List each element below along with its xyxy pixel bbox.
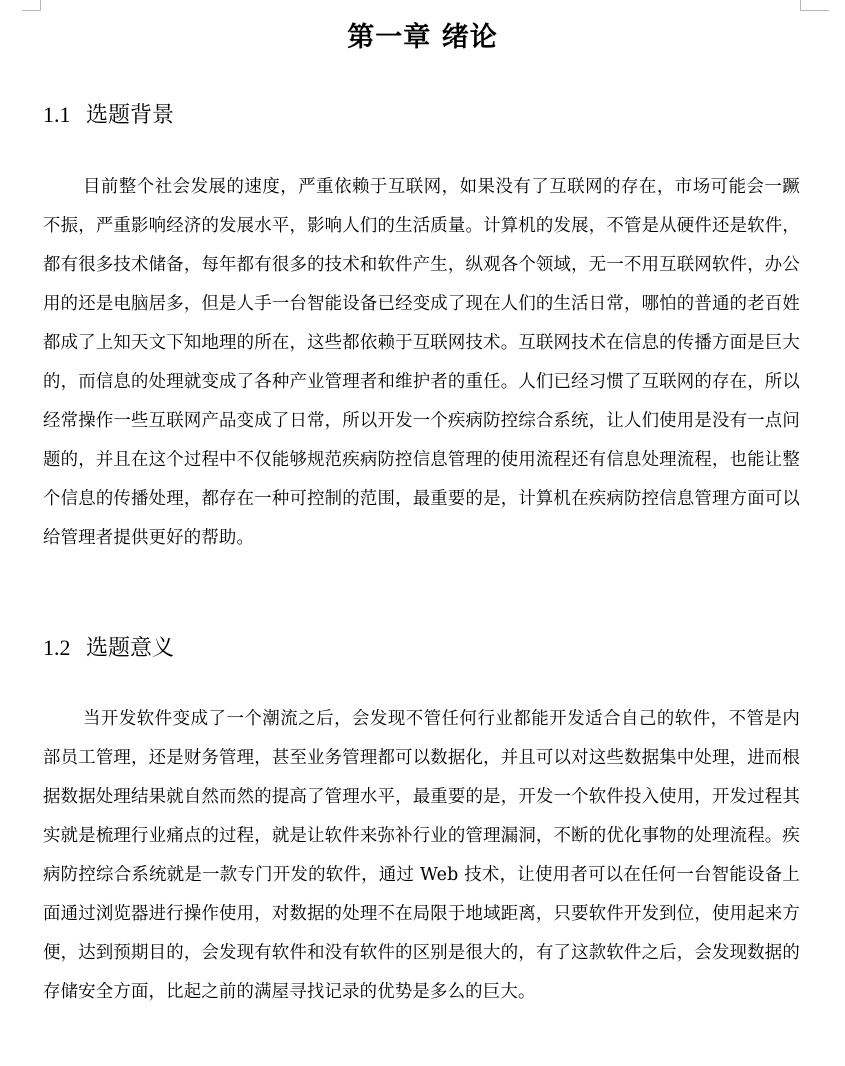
crop-mark-top-right xyxy=(800,0,829,11)
chapter-title: 第一章 绪论 xyxy=(347,22,498,53)
section-number: 1.2 xyxy=(43,635,71,660)
section-number: 1.1 xyxy=(43,102,71,127)
section-paragraph: 目前整个社会发展的速度，严重依赖于互联网，如果没有了互联网的存在，市场可能会一蹶不振，严重影响经济的发展水平，影响人们的生活质量。计算机的发展，不管是从硬件还是软件，都有很多技术储备，每年都有很多的技术和软件产生，纵观各个领域，无一不用互联网软件，办公用的还是电脑居多，但是人手一台智能设备已经变成了现在人们的生活日常，哪怕的普通的老百姓都成了上知天文下知地理的所在，这些都依赖于互联网技术。互联网技术在信息的传播方面是巨大的，而信息的处理就变成了各种产业管理者和维护者的重任。人们已经习惯了互联网的存在，所以经常操作一些互联网产品变成了日常，所以开发一个疾病防控综合系统，让人们使用是没有一点问题的，并且在这个过程中不仅能够规范疾病防控信息管理的使用流程还有信息处理流程，也能让整个信息的传播处理，都存在一种可控制的范围，最重要的是，计算机在疾病防控信息管理方面可以给管理者提供更好的帮助。 xyxy=(43,177,800,548)
section-paragraph: 当开发软件变成了一个潮流之后，会发现不管任何行业都能开发适合自己的软件，不管是内部员工管理，还是财务管理，甚至业务管理都可以数据化，并且可以对这些数据集中处理，进而根据数据处理结果就自然而然的提高了管理水平，最重要的是，开发一个软件投入使用，开发过程其实就是梳理行业痛点的过程，就是让软件来弥补行业的管理漏洞，不断的优化事物的处理流程。疾病防控综合系统就是一款专门开发的软件，通过 Web 技术，让使用者可以在任何一台智能设备上面通过浏览器进行操作使用，对数据的处理不在局限于地域距离，只要软件开发到位，使用起来方便，达到预期目的，会发现有软件和没有软件的区别是很大的，有了这款软件之后，会发现数据的存储安全方面，比起之前的满屋寻找记录的优势是多么的巨大。 xyxy=(43,709,800,1002)
crop-mark-top-left xyxy=(22,0,41,11)
section-heading-1-1 xyxy=(43,99,174,132)
section-title: 选题背景 xyxy=(86,103,175,128)
section-title: 选题意义 xyxy=(86,636,175,661)
section-heading-1-2 xyxy=(43,632,174,665)
